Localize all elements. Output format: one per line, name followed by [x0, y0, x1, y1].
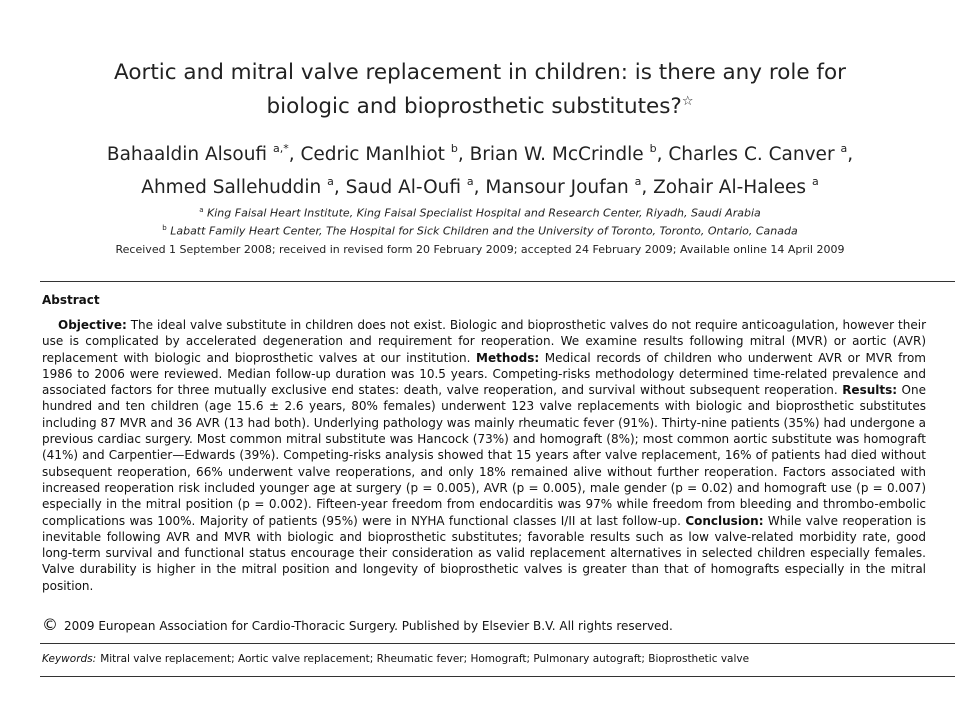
- title-footnote-star: ☆: [681, 94, 694, 109]
- keywords-line: [42, 653, 749, 665]
- author-affiliation-mark: b: [649, 142, 657, 155]
- author-affiliation-mark: a: [811, 175, 819, 189]
- title-line-1: Aortic and mitral valve replacement in children: is there any role for: [114, 60, 846, 85]
- affiliation-list: [40, 203, 920, 238]
- author-line-2: Ahmed Sallehuddin $^a$, Saud Al-Oufi $^a$, Mansour Joufan $^a$, Zohair Al-Halees $^a$: [141, 175, 819, 199]
- keywords-label: Keywords:: [42, 653, 97, 665]
- abstract-label-conclusion: Conclusion:: [685, 513, 764, 528]
- copyright-text: 2009 European Association for Cardio-Thoracic Surgery. Published by Elsevier B.V. All rights reserved.: [64, 619, 673, 633]
- affiliation-text: King Faisal Heart Institute, King Faisal Specialist Hospital and Research Center, Riyadh, Saudi Arabia: [207, 206, 761, 220]
- abstract-top-rule: [40, 281, 955, 282]
- abstract-heading: Abstract: [42, 293, 100, 307]
- keywords-top-rule: [40, 643, 955, 644]
- abstract-label-objective: Objective:: [58, 318, 127, 332]
- title-line-2-text: biologic and bioprosthetic substitutes?: [266, 94, 682, 120]
- article-title: [40, 58, 920, 121]
- author-affiliation-mark: a,*: [272, 142, 289, 155]
- abstract-text-objective: The ideal valve substitute in children does not exist. Biologic and bioprosthetic valves do not require anticoagulation, however their use is complicated by accelerated degeneration and requirement for reoperation. We examine results following mitral (MVR) or aortic (AVR) replacement with biologic and bioprosthetic valves at our institution.: [42, 318, 926, 365]
- author-name: Bahaaldin Alsoufi: [106, 144, 268, 166]
- abstract-text-results: One hundred and ten children (age 15.6 ± 2.6 years, 80% females) underwent 123 valve replacements with biologic and bioprosthetic substitutes including 87 MVR and 36 AVR (13 had both). Underlying pathology was mainly rheumatic fever (91%). Thirty-nine patients (35%) had undergone a previous cardiac surgery. Most common mitral substitute was Hancock (73%) and homograft (8%); most common aortic substitute was homograft (41%) and Carpentier—Edwards (39%). Competing-risks analysis showed that 15 years after valve replacement, 16% of patients had died without subsequent reoperation, 66% underwent valve reoperations, and only 18% remained alive without further reoperation. Factors associated with increased reoperation risk included younger age at surgery (p = 0.005), AVR (p = 0.005), male gender (p = 0.02) and homograft use (p = 0.007) especially in the mitral position (p = 0.002). Fifteen-year freedom from endocarditis was 97% while freedom from bleeding and thrombo-embolic complications was 100%. Majority of patients (95%) were in NYHA functional classes I/II at last follow-up.: [42, 383, 926, 528]
- affiliation-text: Labatt Family Heart Center, The Hospital for Sick Children and the University of Toronto, Toronto, Ontario, Canada: [170, 224, 798, 238]
- article-history-dates: Received 1 September 2008; received in revised form 20 February 2009; accepted 24 February 2009; Available online 14 April 2009: [115, 243, 845, 256]
- title-line-2: [40, 87, 920, 121]
- author-line-1: Bahaaldin Alsoufi $^{a,*}$, Cedric Manlhiot $^b$, Brian W. McCrindle $^b$, Charles C. Canver $^a$,: [106, 142, 854, 166]
- author-name: Saud Al-Oufi: [345, 177, 462, 199]
- author-affiliation-mark: a: [466, 175, 474, 189]
- copyright-symbol: ©: [42, 615, 58, 634]
- affiliation-item: [40, 221, 920, 239]
- author-name: Mansour Joufan: [485, 177, 629, 199]
- author-name: Zohair Al-Halees: [653, 177, 807, 199]
- author-affiliation-mark: b: [450, 142, 458, 155]
- copyright-line: [42, 615, 673, 634]
- author-name: Charles C. Canver: [668, 144, 835, 166]
- author-name: Cedric Manlhiot: [300, 144, 445, 166]
- author-name: Brian W. McCrindle: [469, 144, 644, 166]
- author-list: [40, 136, 920, 202]
- keywords-text: Mitral valve replacement; Aortic valve replacement; Rheumatic fever; Homograft; Pulmonary autograft; Bioprosthetic valve: [100, 653, 750, 665]
- abstract-label-results: Results:: [842, 383, 898, 398]
- abstract-body: [42, 317, 926, 594]
- author-affiliation-mark: a: [327, 175, 334, 189]
- author-name: Ahmed Sallehuddin: [141, 177, 322, 199]
- keywords-bottom-rule: [40, 676, 955, 677]
- abstract-text-conclusion: While valve reoperation is inevitable following AVR and MVR with biologic and bioprosthetic substitutes; favorable results such as low valve-related morbidity rate, good long-term survival and functional status encourage their consideration as valid replacement alternatives in selected children especially females. Valve durability is higher in the mitral position and longevity of bioprosthetic valves is greater than that of homografts especially in the mitral position.: [42, 513, 926, 593]
- abstract-text-methods: Medical records of children who underwent AVR or MVR from 1986 to 2006 were reviewed. Median follow-up duration was 10.5 years. Competing-risks methodology determined time-related prevalence and associated factors for three mutually exclusive end states: death, valve reoperation, and survival without subsequent reoperation.: [42, 350, 926, 398]
- abstract-label-methods: Methods:: [476, 350, 540, 365]
- affiliation-mark: a: [199, 206, 204, 214]
- author-affiliation-mark: a: [840, 142, 848, 155]
- author-affiliation-mark: a: [634, 175, 642, 189]
- affiliation-item: [40, 203, 920, 221]
- affiliation-mark: b: [162, 223, 167, 232]
